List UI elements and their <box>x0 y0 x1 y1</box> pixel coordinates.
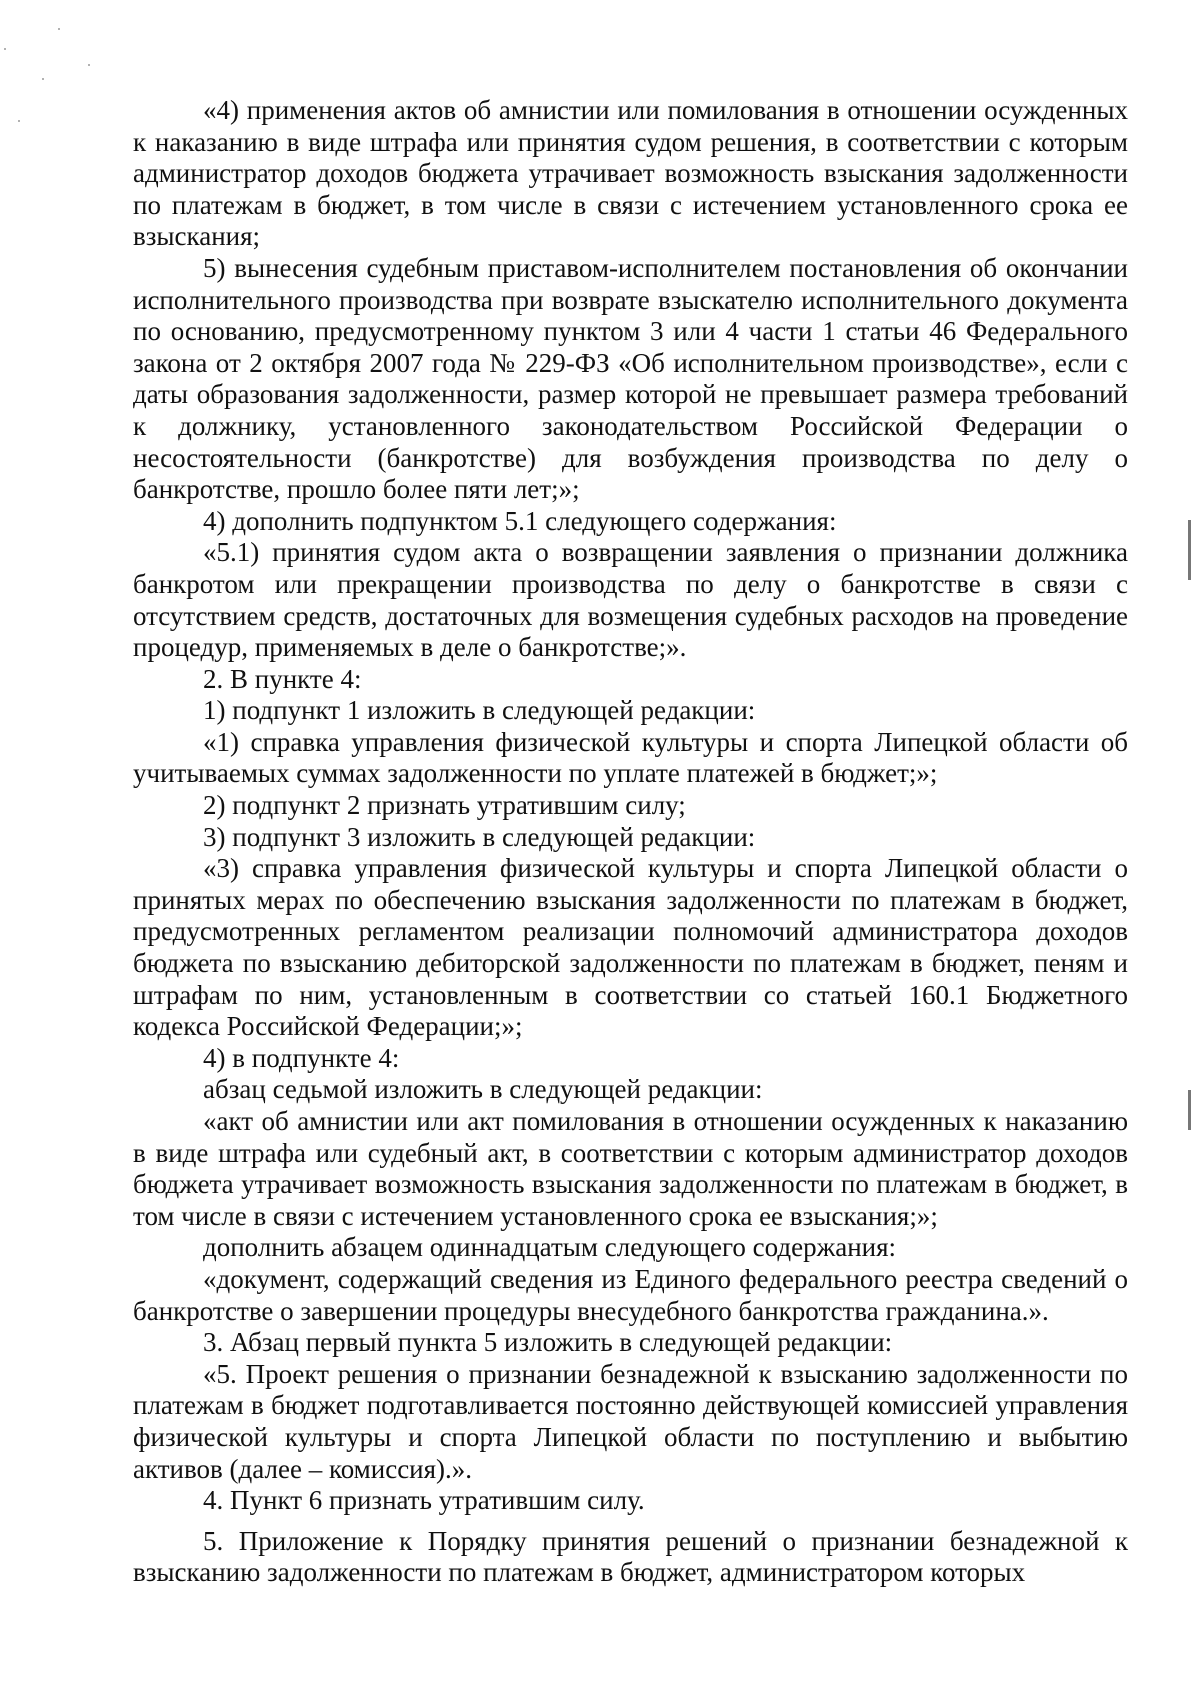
paragraph-subpoint-2-void: 2) подпункт 2 признать утратившим силу; <box>203 790 686 821</box>
scan-edge-mark <box>1188 520 1191 580</box>
paragraph-point-5: 5. Приложение к Порядку принятия решений о признании безнадежной к взысканию задолженности по платежам в бюджет, администратором которых <box>133 1525 1128 1588</box>
paragraph-point-2: 2. В пункте 4: <box>203 663 362 694</box>
paragraph-add-subpoint-5-1: 4) дополнить подпунктом 5.1 следующего содержания: <box>203 505 837 536</box>
document-body <box>133 95 1128 1589</box>
paragraph-point-5-text: «5. Проект решения о признании безнадежной к взысканию задолженности по платежам в бюджет подготавливается постоянно действующей комиссией управления физической культуры и спорта Липецкой области по поступлению и выбытию активов (далее – комиссия).». <box>133 1358 1128 1484</box>
paragraph-seventh-abzac: абзац седьмой изложить в следующей редакции: <box>203 1074 763 1105</box>
paragraph-subpoint-1-edit: 1) подпункт 1 изложить в следующей редакции: <box>203 695 756 726</box>
paragraph-subpoint-3-edit: 3) подпункт 3 изложить в следующей редакции: <box>203 821 756 852</box>
paragraph-bailiff: 5) вынесения судебным приставом-исполнителем постановления об окончании исполнительного производства при возврате взыскателю исполнительного документа по основанию, предусмотренному пунктом 3 или 4 части 1 статьи 46 Федерального закона от 2 октября 2007 года № 229-ФЗ «Об исполнительном производстве», если с даты образования задолженности, размер которой не превышает размера требований к должнику, установленного законодательством Российской Федерации о несостоятельности (банкротстве) для возбуждения производства по делу о банкротстве, прошло более пяти лет;»; <box>133 252 1128 505</box>
paragraph-add-eleventh: дополнить абзацем одиннадцатым следующего содержания: <box>203 1232 897 1263</box>
paragraph-subpoint-5-1: «5.1) принятия судом акта о возвращении заявления о признании должника банкротом или прекращении производства по делу о банкротстве в связи с отсутствием средств, достаточных для возмещения судебных расходов на проведение процедур, применяемых в деле о банкротстве;». <box>133 537 1128 663</box>
paragraph-subpoint-1-text: «1) справка управления физической культуры и спорта Липецкой области об учитываемых суммах задолженности по уплате платежей в бюджет;»; <box>133 726 1128 789</box>
paragraph-point-4: 4. Пункт 6 признать утратившим силу. <box>203 1485 645 1516</box>
paragraph-subpoint-3-text: «3) справка управления физической культуры и спорта Липецкой области о принятых мерах по обеспечению взыскания задолженности по платежам в бюджет, предусмотренных регламентом реализации полномочий администратора доходов бюджета по взысканию дебиторской задолженности по платежам в бюджет, пеням и штрафам по ним, установленным в соответствии со статьей 160.1 Бюджетного кодекса Российской Федерации;»; <box>133 853 1128 1042</box>
paragraph-amnesty-act: «акт об амнистии или акт помилования в отношении осужденных к наказанию в виде штрафа или судебный акт, в соответствии с которым администратор доходов бюджета утрачивает возможность взыскания задолженности по платежам в бюджет, в том числе в связи с истечением установленного срока ее взыскания;»; <box>133 1106 1128 1231</box>
paragraph-point-3: 3. Абзац первый пункта 5 изложить в следующей редакции: <box>203 1327 893 1358</box>
paragraph-amnesty: «4) применения актов об амнистии или помилования в отношении осужденных к наказанию в виде штрафа или принятия судом решения, в соответствии с которым администратор доходов бюджета утрачивает возможность взыскания задолженности по платежам в бюджет, в том числе в связи с истечением установленного срока ее взыскания; <box>133 95 1128 252</box>
paragraph-bankruptcy-registry: «документ, содержащий сведения из Единого федерального реестра сведений о банкротстве о завершении процедуры внесудебного банкротства гражданина.». <box>133 1263 1128 1326</box>
paragraph-subpoint-4: 4) в подпункте 4: <box>203 1042 400 1073</box>
scan-edge-mark <box>1188 1090 1191 1130</box>
